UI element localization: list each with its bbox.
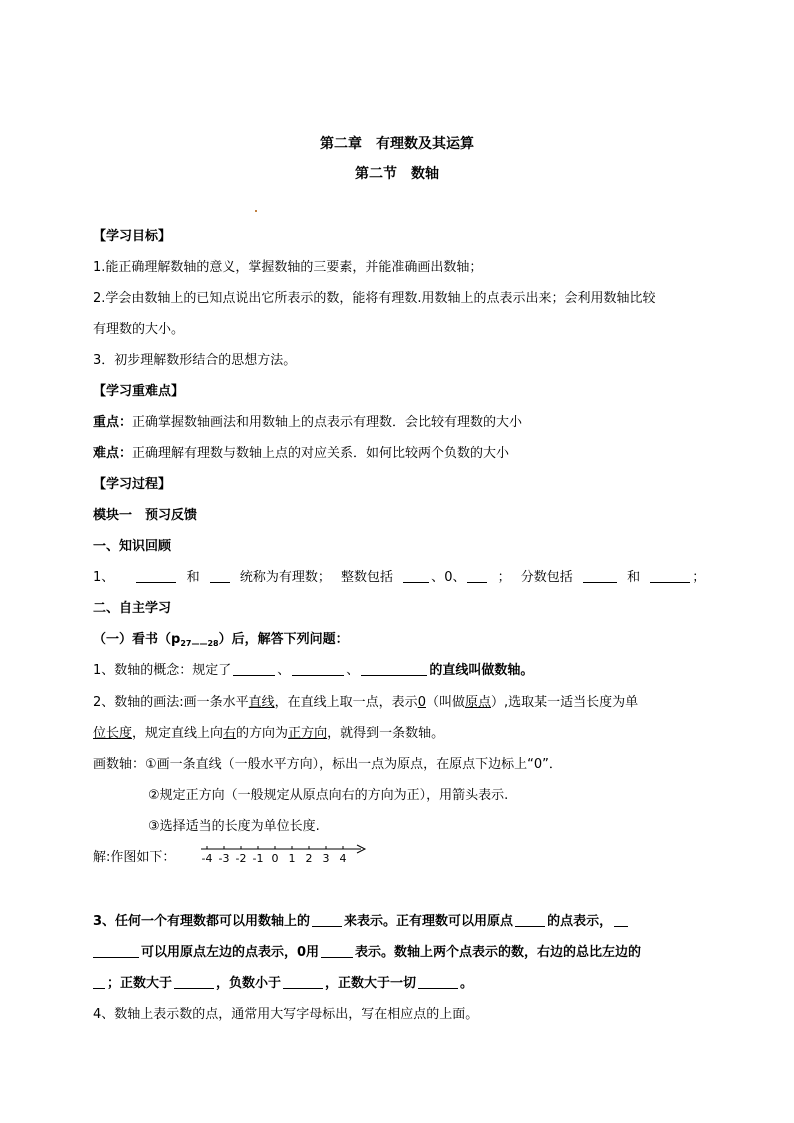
question-axis-drawing-a — [93, 694, 638, 712]
question-3-line2 — [93, 944, 641, 962]
text: 来表示。正有理数可以用原点 — [344, 914, 514, 929]
axis-tick-label: 0 — [271, 852, 279, 865]
blank[interactable] — [650, 569, 690, 583]
objective-2a: 2.学会由数轴上的已知点说出它所表示的数，能将有理数.用数轴上的点表示出来；会利用数轴比较 — [93, 291, 656, 306]
question-3-line1 — [93, 913, 630, 931]
draw-label: 画数轴： — [93, 757, 146, 772]
text: （叫做 — [425, 695, 465, 710]
read-text-b: ）后，解答下列问题： — [218, 632, 349, 647]
blank[interactable] — [583, 569, 617, 583]
blank[interactable] — [403, 569, 429, 583]
stray-mark — [255, 210, 257, 212]
difficult-text: 正确理解有理数与数轴上点的对应关系．如何比较两个负数的大小 — [132, 446, 510, 461]
axis-tick-label: 2 — [305, 852, 313, 865]
process-heading: 【学习过程】 — [93, 477, 172, 492]
question-axis-drawing-b — [93, 725, 444, 743]
draw-step-3: ③选择适当的长度为单位长度. — [148, 819, 320, 834]
key-point — [93, 414, 522, 432]
text-integers: 整数包括 — [341, 570, 394, 585]
text: 的直线叫做数轴。 — [429, 663, 534, 678]
sep: ； — [497, 570, 511, 585]
underlined-answer: 正方向 — [288, 726, 328, 741]
section-title: 第二节 数轴 — [355, 166, 439, 182]
blank[interactable] — [283, 975, 323, 989]
read-text-a: （一）看书（ — [93, 632, 172, 647]
text-unify: 统称为有理数； — [239, 570, 331, 585]
key-label: 重点： — [93, 415, 133, 430]
text: ，负数小于 — [216, 976, 282, 991]
blank[interactable] — [361, 662, 427, 676]
axis-tick-label: 4 — [339, 852, 347, 865]
sep: 、 — [346, 663, 360, 678]
axis-tick-label: -1 — [252, 852, 264, 865]
part1-heading: 一、知识回顾 — [93, 539, 172, 554]
text: 3、任何一个有理数都可以用数轴上的 — [93, 914, 311, 929]
question-4: 4、数轴上表示数的点，通常用大写字母标出，写在相应点的上面。 — [93, 1007, 479, 1022]
blank[interactable] — [515, 913, 545, 927]
blank[interactable] — [418, 975, 458, 989]
question-axis-concept — [93, 662, 533, 680]
text: ，正数大于一切 — [325, 976, 417, 991]
read-page-p: p — [171, 632, 181, 647]
chapter-title: 第二章 有理数及其运算 — [320, 136, 474, 152]
reading-instruction — [93, 631, 349, 653]
underlined-answer: 右 — [223, 726, 237, 741]
sep: 、 — [431, 570, 445, 585]
axis-tick-label: 1 — [288, 852, 296, 865]
text: 的方向为 — [236, 726, 289, 741]
text: ，在直线上取一点，表示 — [274, 695, 418, 710]
text: 。 — [460, 976, 474, 991]
text-fractions: 分数包括 — [520, 570, 573, 585]
blank[interactable] — [614, 913, 628, 927]
axis-tick-label: 3 — [322, 852, 330, 865]
sep: 、 — [277, 663, 291, 678]
objective-3: 3．初步理解数形结合的思想方法。 — [93, 353, 297, 368]
text-and: 和 — [186, 570, 200, 585]
blank[interactable] — [467, 569, 487, 583]
objective-1: 1.能正确理解数轴的意义，掌握数轴的三要素，并能准确画出数轴； — [93, 260, 483, 275]
text-zero: 0 — [444, 570, 453, 585]
text: 2、数轴的画法:画一条水平 — [93, 695, 249, 710]
draw-step-1 — [93, 756, 562, 774]
axis-tick-label: -3 — [218, 852, 230, 865]
solution-label: 解:作图如下： — [93, 850, 176, 865]
text-and: 和 — [627, 570, 641, 585]
objective-2b: 有理数的大小。 — [93, 322, 185, 337]
read-page-range: 27——28 — [180, 639, 219, 648]
text: 的点表示， — [547, 914, 613, 929]
difficult-point — [93, 445, 509, 463]
blank[interactable] — [174, 975, 214, 989]
draw-step-2: ②规定正方向（一般规定从原点向右的方向为正），用箭头表示. — [148, 788, 509, 803]
sep: 、 — [452, 570, 466, 585]
difficult-label: 难点： — [93, 446, 133, 461]
blank[interactable] — [93, 975, 105, 989]
text: ，就得到一条数轴。 — [327, 726, 445, 741]
underlined-answer: 位长度 — [93, 726, 133, 741]
q-num: 1、 — [93, 570, 115, 585]
step-text: ①画一条直线（一般水平方向），标出一点为原点，在原点下边标上“0”． — [145, 757, 562, 772]
sep: ； — [692, 570, 706, 585]
module-heading: 模块一 预习反馈 — [93, 508, 198, 523]
blank[interactable] — [210, 569, 230, 583]
question-3-line3 — [93, 975, 473, 993]
blank[interactable] — [321, 944, 353, 958]
text: 表示。数轴上两个点表示的数，右边的总比左边的 — [355, 945, 642, 960]
blank[interactable] — [233, 662, 275, 676]
axis-tick-label: -2 — [235, 852, 247, 865]
blank[interactable] — [93, 944, 139, 958]
underlined-answer: 0 — [417, 695, 426, 710]
text: ，规定直线上向 — [132, 726, 224, 741]
keypoints-heading: 【学习重难点】 — [93, 384, 185, 399]
part2-heading: 二、自主学习 — [93, 601, 172, 616]
blank[interactable] — [292, 662, 344, 676]
number-line — [197, 844, 367, 866]
blank[interactable] — [136, 569, 176, 583]
text: ）,选取某一适当长度为单 — [491, 695, 639, 710]
review-question-1 — [93, 569, 705, 587]
objectives-heading: 【学习目标】 — [93, 229, 172, 244]
underlined-answer: 直线 — [248, 695, 275, 710]
text: 1、数轴的概念：规定了 — [93, 663, 232, 678]
key-text: 正确掌握数轴画法和用数轴上的点表示有理数．会比较有理数的大小 — [132, 415, 523, 430]
text: 可以用原点左边的点表示，0用 — [141, 945, 320, 960]
text: ；正数大于 — [107, 976, 173, 991]
underlined-answer: 原点 — [464, 695, 491, 710]
blank[interactable] — [312, 913, 342, 927]
axis-tick-label: -4 — [201, 852, 213, 865]
